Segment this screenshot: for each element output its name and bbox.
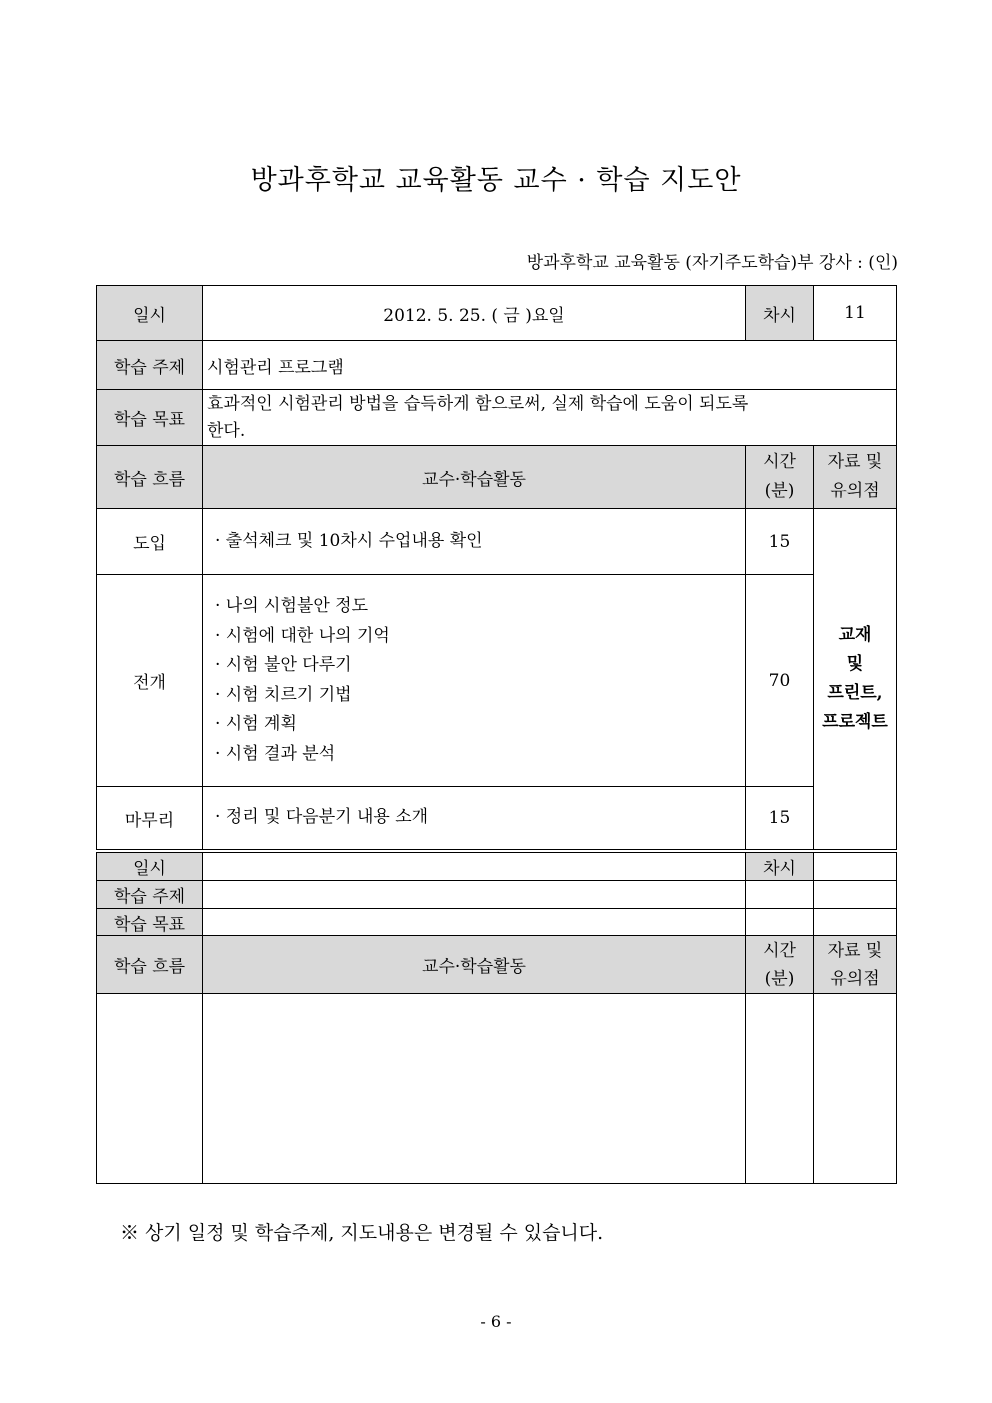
phase-row (97, 575, 897, 787)
materials-header-line-1: 자료 및 (827, 940, 883, 961)
date-row (97, 853, 897, 881)
time-header (746, 936, 814, 994)
date-value (203, 853, 746, 881)
materials-line: 프로젝트 (822, 712, 888, 732)
date-label: 일시 (97, 286, 203, 341)
empty-cell (746, 909, 814, 936)
phase-minutes: 15 (746, 509, 814, 575)
activity-item: · 시험 불안 다루기 (215, 655, 352, 675)
empty-cell (814, 909, 897, 936)
materials-line: 프린트, (827, 683, 883, 703)
materials-cell (814, 509, 897, 850)
topic-label: 학습 주제 (97, 341, 203, 390)
phase-minutes: 15 (746, 787, 814, 850)
goal-row (97, 390, 897, 446)
goal-line-1: 효과적인 시험관리 방법을 습득하게 함으로써, 실제 학습에 도움이 되도록 (207, 393, 749, 414)
blank-lesson-plan-table (96, 852, 897, 1184)
empty-cell (814, 994, 897, 1184)
phase-row (97, 787, 897, 850)
phase-activities (203, 509, 746, 575)
header-row (97, 446, 897, 509)
activity-item: · 시험 치르기 기법 (215, 684, 352, 705)
topic-row (97, 881, 897, 909)
activity-item: · 시험 결과 분석 (215, 743, 336, 764)
phase-name: 전개 (97, 575, 203, 787)
materials-header (814, 936, 897, 994)
activity-item: · 나의 시험불안 정도 (215, 596, 368, 616)
phase-minutes: 70 (746, 575, 814, 787)
time-header-line-1: 시간 (763, 940, 796, 961)
session-value (814, 853, 897, 881)
time-header-line-2: (분) (764, 968, 795, 989)
page-number: - 6 - (480, 1312, 512, 1331)
time-header-line-1: 시간 (763, 452, 796, 472)
phase-name: 마무리 (97, 787, 203, 850)
topic-value (203, 881, 746, 909)
page-title: 방과후학교 교육활동 교수 · 학습 지도안 (250, 165, 742, 196)
time-header-line-2: (분) (764, 481, 795, 501)
materials-header-line-2: 유의점 (830, 968, 880, 989)
phase-row (97, 509, 897, 575)
date-value: 2012. 5. 25. ( 금 )요일 (203, 286, 746, 341)
goal-value (203, 390, 897, 446)
materials-line: 및 (846, 654, 864, 674)
goal-label: 학습 목표 (97, 390, 203, 446)
activity-header: 교수·학습활동 (203, 446, 746, 509)
goal-label: 학습 목표 (97, 909, 203, 936)
empty-cell (746, 881, 814, 909)
topic-value: 시험관리 프로그램 (203, 341, 897, 390)
activity-header: 교수·학습활동 (203, 936, 746, 994)
empty-cell (814, 881, 897, 909)
session-value: 11 (814, 286, 897, 341)
activity-item: · 시험에 대한 나의 기억 (215, 625, 390, 646)
materials-header-line-1: 자료 및 (827, 452, 883, 472)
department-instructor-line: 방과후학교 교육활동 (자기주도학습)부 강사 : (인) (526, 253, 898, 273)
activity-item: · 시험 계획 (215, 714, 297, 734)
flow-header: 학습 흐름 (97, 446, 203, 509)
lesson-plan-table (96, 285, 897, 850)
flow-header: 학습 흐름 (97, 936, 203, 994)
materials-header-line-2: 유의점 (830, 481, 880, 501)
goal-line-2: 한다. (207, 420, 246, 441)
empty-cell (97, 994, 203, 1184)
materials-line: 교재 (838, 625, 872, 645)
phase-activities (203, 787, 746, 850)
topic-label: 학습 주제 (97, 881, 203, 909)
date-row (97, 286, 897, 341)
empty-cell (746, 994, 814, 1184)
date-label: 일시 (97, 853, 203, 881)
change-notice: ※ 상기 일정 및 학습주제, 지도내용은 변경될 수 있습니다. (120, 1222, 604, 1244)
activity-item: · 출석체크 및 10차시 수업내용 확인 (215, 530, 483, 551)
session-label: 차시 (746, 853, 814, 881)
session-label: 차시 (746, 286, 814, 341)
activity-item: · 정리 및 다음분기 내용 소개 (215, 807, 429, 828)
phase-activities (203, 575, 746, 787)
header-row (97, 936, 897, 994)
goal-row (97, 909, 897, 936)
materials-header (814, 446, 897, 509)
empty-cell (203, 994, 746, 1184)
goal-value (203, 909, 746, 936)
empty-body-row (97, 994, 897, 1184)
time-header (746, 446, 814, 509)
phase-name: 도입 (97, 509, 203, 575)
topic-row (97, 341, 897, 390)
